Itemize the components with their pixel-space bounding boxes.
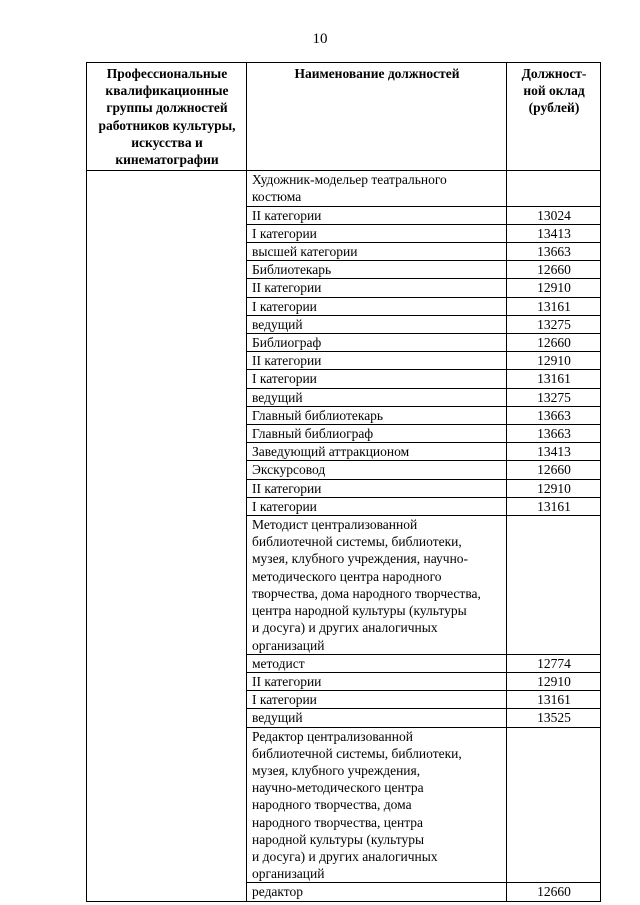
header-salary: Должност-ной оклад (рублей)	[507, 63, 601, 171]
position-name-cell: I категории	[247, 691, 507, 709]
salary-cell: 13663	[507, 243, 601, 261]
position-name-cell: Заведующий аттракционом	[247, 443, 507, 461]
table-body	[87, 171, 601, 901]
position-name-cell: ведущий	[247, 388, 507, 406]
position-name-cell: Библиограф	[247, 334, 507, 352]
position-name-cell: редактор	[247, 883, 507, 901]
position-name-cell: Библиотекарь	[247, 261, 507, 279]
position-name-cell: Редактор централизованной библиотечной системы, библиотеки, музея, клубного учреждения, научно-методического центра народного творчества, дома народного творчества, центра народной культуры (культуры и досуга) и других аналогичных организаций	[247, 727, 507, 883]
salary-cell: 12910	[507, 279, 601, 297]
salary-cell: 12774	[507, 654, 601, 672]
position-name-cell: Художник-модельер театрального костюма	[247, 171, 507, 206]
position-name-cell: Главный библиограф	[247, 425, 507, 443]
salary-cell: 12660	[507, 334, 601, 352]
position-name-cell: I категории	[247, 497, 507, 515]
salary-cell: 13161	[507, 691, 601, 709]
salary-cell	[507, 516, 601, 655]
position-name-cell: I категории	[247, 224, 507, 242]
position-name-cell: ведущий	[247, 315, 507, 333]
salary-cell: 12660	[507, 261, 601, 279]
salary-cell: 13161	[507, 497, 601, 515]
position-name-cell: II категории	[247, 206, 507, 224]
position-name-cell: методист	[247, 654, 507, 672]
position-name-cell: I категории	[247, 297, 507, 315]
header-position-name: Наименование должностей	[247, 63, 507, 171]
salary-cell: 13161	[507, 370, 601, 388]
salary-cell: 12910	[507, 479, 601, 497]
table-header-row	[87, 63, 601, 171]
salary-cell: 12910	[507, 672, 601, 690]
salary-cell	[507, 727, 601, 883]
salary-cell: 13663	[507, 406, 601, 424]
table-row	[87, 171, 601, 206]
salary-cell: 13413	[507, 224, 601, 242]
position-name-cell: II категории	[247, 672, 507, 690]
salary-cell: 12660	[507, 883, 601, 901]
position-name-cell: II категории	[247, 479, 507, 497]
position-name-cell: I категории	[247, 370, 507, 388]
header-professional-group: Профессиональные квалификационные группы должностей работников культуры, искусства и кинематографии	[87, 63, 247, 171]
position-name-cell: Методист централизованной библиотечной системы, библиотеки, музея, клубного учреждения, научно- методического центра народного творчества, дома народного творчества, центра народной культуры (культуры и досуга) и других аналогичных организаций	[247, 516, 507, 655]
position-name-cell: ведущий	[247, 709, 507, 727]
salary-cell: 12910	[507, 352, 601, 370]
salary-cell: 13413	[507, 443, 601, 461]
salary-cell: 13525	[507, 709, 601, 727]
salary-cell: 13024	[507, 206, 601, 224]
position-name-cell: II категории	[247, 352, 507, 370]
position-name-cell: высшей категории	[247, 243, 507, 261]
salary-cell: 13275	[507, 388, 601, 406]
salary-cell	[507, 171, 601, 206]
position-name-cell: Экскурсовод	[247, 461, 507, 479]
salary-cell: 13275	[507, 315, 601, 333]
salary-table	[86, 62, 601, 902]
page-number: 10	[312, 31, 328, 47]
salary-cell: 13161	[507, 297, 601, 315]
position-name-cell: II категории	[247, 279, 507, 297]
position-name-cell: Главный библиотекарь	[247, 406, 507, 424]
salary-cell: 13663	[507, 425, 601, 443]
professional-group-cell	[87, 171, 247, 901]
salary-cell: 12660	[507, 461, 601, 479]
